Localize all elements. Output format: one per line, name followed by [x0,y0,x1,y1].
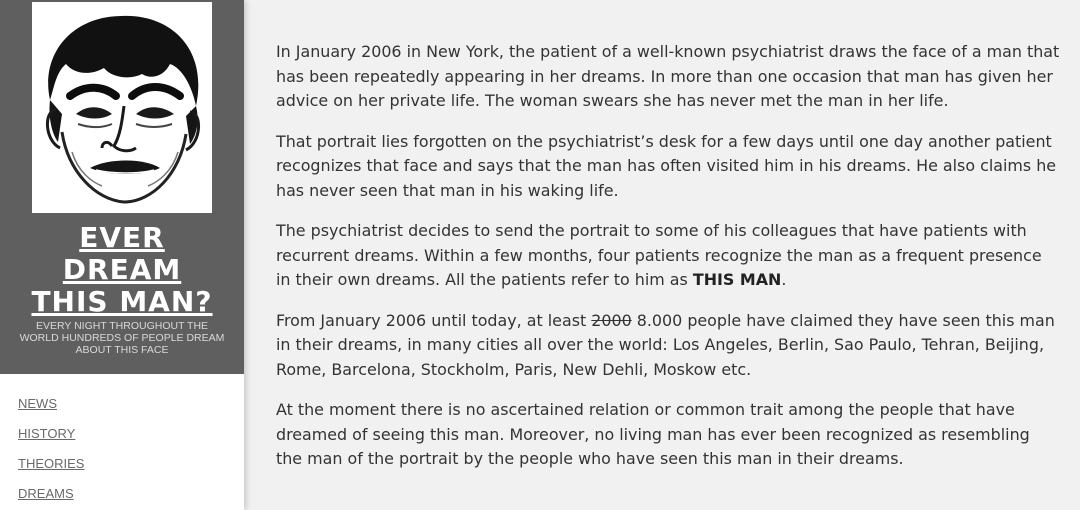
paragraph-1: In January 2006 in New York, the patient of a well-known psychiatrist draws the face of a man that has been repeatedly appearing in her dreams. In more than one occasion that man has given her advice on her private life. The woman swears she has never met the man in her life. [276,42,1060,110]
paragraph-3-text: The psychiatrist decides to send the portrait to some of his colleagues that have patients with recurrent dreams. Within a few months, four patients recognize the man as a frequent presence in their own dreams. All the patients refer to him as [276,221,1042,289]
nav-item-news [18,394,228,424]
site-title-line-2: DREAM [62,253,182,286]
nav-link-dreams[interactable]: DREAMS [18,486,74,501]
paragraph-3 [276,219,1060,293]
paragraph-3-end: . [781,270,787,289]
site-tagline: EVERY NIGHT THROUGHOUT THE WORLD HUNDREDS OF PEOPLE DREAM ABOUT THIS FACE [19,320,225,356]
nav-item-history [18,424,228,454]
sidebar-header [0,0,244,374]
site-title-link[interactable] [0,222,244,318]
nav-link-news[interactable]: NEWS [18,396,57,411]
sidebar [0,0,244,510]
face-portrait-icon [32,2,212,213]
nav-link-history[interactable]: HISTORY [18,426,76,441]
this-man-bold: THIS MAN [692,270,782,289]
nav-item-dreams [18,484,228,510]
struck-number: 2000 [591,310,632,330]
main-nav [18,394,228,510]
paragraph-4-rest: 8.000 people have claimed they have seen this man in their dreams, in many cities all over the world: Los Angeles, Berlin, Sao Paulo, Tehran, Beijing, Rome, Barcelona, Stockholm, Paris, New Dehli, Moskow etc. [276,310,1055,379]
paragraph-4 [276,309,1060,383]
paragraph-4-start: From January 2006 until today, at least [276,310,592,330]
portrait-image[interactable] [32,2,212,213]
site-title-line-3: THIS MAN? [31,285,213,318]
nav-link-theories[interactable]: THEORIES [18,456,85,471]
paragraph-2: That portrait lies forgotten on the psychiatrist’s desk for a few days until one day another patient recognizes that face and says that the man has often visited him in his dreams. He also claims he has never seen that man in his waking life. [276,131,1057,200]
nav-item-theories [18,454,228,484]
article-content [276,40,1060,488]
site-title-line-1: EVER [79,221,165,254]
paragraph-5: At the moment there is no ascertained relation or common trait among the people that have dreamed of seeing this man. Moreover, no living man has ever been recognized as resembling the man of the portrait by the people who have seen this man in their dreams. [276,400,1030,468]
